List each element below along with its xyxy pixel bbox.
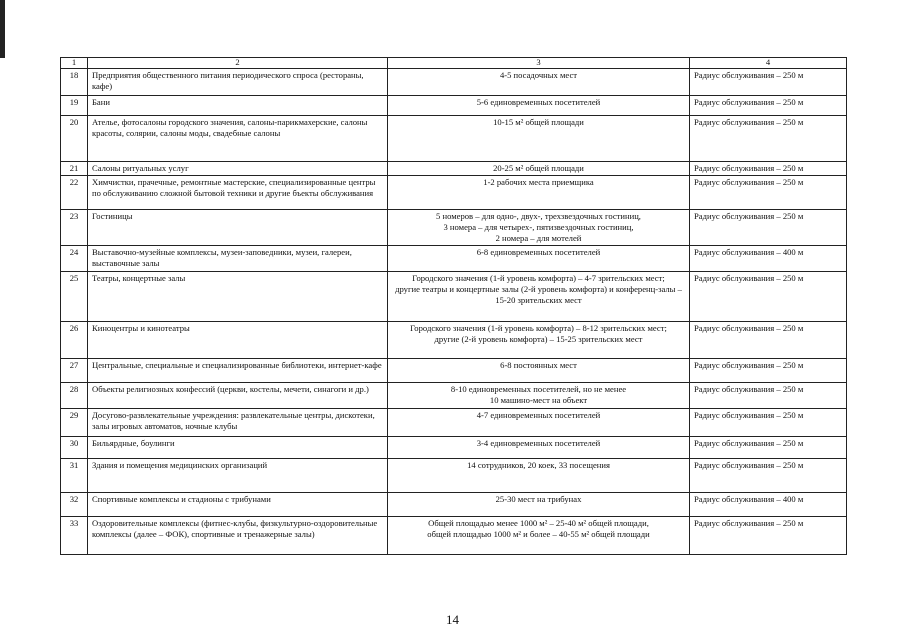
table-row [61,459,847,493]
calculation-indicator [388,69,690,96]
row-number: 33 [61,517,88,555]
indicator-line: 14 сотрудников, 20 коек, 33 посещения [467,460,610,470]
calculation-indicator [388,96,690,116]
table-row [61,437,847,459]
object-name: Объекты религиозных конфессий (церкви, костелы, мечети, синагоги и др.) [88,383,388,409]
indicator-line: 20-25 м² общей площади [493,163,584,173]
row-number: 28 [61,383,88,409]
indicator-line: Общей площадью менее 1000 м² – 25-40 м² общей площади, [428,518,649,528]
calculation-indicator [388,272,690,322]
object-name: Бани [88,96,388,116]
object-name: Бильярдные, боулинги [88,437,388,459]
service-radius: Радиус обслуживания – 250 м [690,437,847,459]
object-name: Оздоровительные комплексы (фитнес-клубы, физкультурно-оздоровительные комплексы (далее – ФОК), спортивные и тренажерные залы) [88,517,388,555]
row-number: 23 [61,210,88,246]
table-row [61,383,847,409]
table-row [61,162,847,176]
service-radius: Радиус обслуживания – 250 м [690,409,847,437]
table-row [61,116,847,162]
binding-mark [0,0,5,58]
header-row [61,58,847,69]
row-number: 22 [61,176,88,210]
calculation-indicator [388,322,690,359]
indicator-line: Городского значения (1-й уровень комфорта) – 4-7 зрительских мест; [412,273,665,283]
object-name: Выставочно-музейные комплексы, музеи-заповедники, музеи, галереи, выставочные залы [88,246,388,272]
header-col-2: 2 [88,58,388,69]
calculation-indicator [388,493,690,517]
table-row [61,409,847,437]
indicator-line: 6-8 постоянных мест [500,360,577,370]
table-row [61,246,847,272]
row-number: 31 [61,459,88,493]
object-name: Предприятия общественного питания периодического спроса (рестораны, кафе) [88,69,388,96]
row-number: 18 [61,69,88,96]
indicator-line: 4-5 посадочных мест [499,70,578,80]
indicator-line: 10-15 м² общей площади [493,117,584,127]
row-number: 21 [61,162,88,176]
service-radius: Радиус обслуживания – 250 м [690,210,847,246]
table-row [61,272,847,322]
indicator-line: 4-7 единовременных посетителей [476,410,601,420]
object-name: Театры, концертные залы [88,272,388,322]
row-number: 30 [61,437,88,459]
object-name: Здания и помещения медицинских организаций [88,459,388,493]
row-number: 26 [61,322,88,359]
object-name: Спортивные комплексы и стадионы с трибунами [88,493,388,517]
service-radius: Радиус обслуживания – 250 м [690,69,847,96]
service-radius: Радиус обслуживания – 400 м [690,493,847,517]
calculation-indicator [388,437,690,459]
calculation-indicator [388,176,690,210]
service-radius: Радиус обслуживания – 250 м [690,359,847,383]
table-row [61,210,847,246]
calculation-indicator [388,409,690,437]
service-radius: Радиус обслуживания – 250 м [690,162,847,176]
indicator-line: 3-4 единовременных посетителей [476,438,601,448]
object-name: Киноцентры и кинотеатры [88,322,388,359]
header-col-4: 4 [690,58,847,69]
table-row [61,517,847,555]
indicator-line: Городского значения (1-й уровень комфорта) – 8-12 зрительских мест; [410,323,667,333]
object-name: Центральные, специальные и специализированные библиотеки, интернет-кафе [88,359,388,383]
row-number: 27 [61,359,88,383]
header-col-3: 3 [388,58,690,69]
page-number: 14 [446,612,459,627]
calculation-indicator [388,162,690,176]
service-radius: Радиус обслуживания – 250 м [690,272,847,322]
object-name: Химчистки, прачечные, ремонтные мастерские, специализированные центры по обслуживанию сложной бытовой техники и другие бъекты обслуживания [88,176,388,210]
indicator-line: 5 номеров – для одно-, двух-, трехзвездочных гостиниц, [436,211,641,221]
calculation-indicator [388,116,690,162]
row-number: 19 [61,96,88,116]
object-name: Салоны ритуальных услуг [88,162,388,176]
calculation-indicator [388,517,690,555]
calculation-indicator [388,459,690,493]
header-col-1: 1 [61,58,88,69]
row-number: 20 [61,116,88,162]
indicator-line: другие театры и концертные залы (2-й уровень комфорта) и конференц-залы – 15-20 зрительских мест [395,284,682,305]
table-row [61,322,847,359]
calculation-indicator [388,210,690,246]
object-name: Ателье, фотосалоны городского значения, салоны-парикмахерские, салоны красоты, солярии, салоны моды, свадебные салоны [88,116,388,162]
service-radius: Радиус обслуживания – 250 м [690,176,847,210]
table-row [61,69,847,96]
indicator-line: 3 номера – для четырех-, пятизвездочных гостиниц, [443,222,634,232]
indicator-line: 2 номера – для мотелей [495,233,582,243]
calculation-indicator [388,246,690,272]
row-number: 29 [61,409,88,437]
service-radius: Радиус обслуживания – 250 м [690,96,847,116]
indicator-line: 25-30 мест на трибунах [495,494,582,504]
calculation-indicator [388,359,690,383]
row-number: 32 [61,493,88,517]
row-number: 25 [61,272,88,322]
table-row [61,359,847,383]
service-radius: Радиус обслуживания – 250 м [690,517,847,555]
service-radius: Радиус обслуживания – 250 м [690,383,847,409]
table-row [61,176,847,210]
service-radius: Радиус обслуживания – 250 м [690,116,847,162]
indicator-line: 8-10 единовременных посетителей, но не менее [450,384,627,394]
table-row [61,96,847,116]
service-radius: Радиус обслуживания – 400 м [690,246,847,272]
table-row [61,493,847,517]
service-radius: Радиус обслуживания – 250 м [690,322,847,359]
indicator-line: другие (2-й уровень комфорта) – 15-25 зрительских мест [434,334,643,344]
calculation-indicator [388,383,690,409]
indicator-line: 5-6 единовременных посетителей [476,97,601,107]
object-name: Досугово-развлекательные учреждения: развлекательные центры, дискотеки, залы игровых автоматов, ночные клубы [88,409,388,437]
row-number: 24 [61,246,88,272]
object-name: Гостиницы [88,210,388,246]
indicator-line: 1-2 рабочих места приемщика [483,177,594,187]
service-radius: Радиус обслуживания – 250 м [690,459,847,493]
indicator-line: общей площадью 1000 м² и более – 40-55 м² общей площади [427,529,650,539]
norms-table [60,57,847,555]
indicator-line: 6-8 единовременных посетителей [476,247,601,257]
indicator-line: 10 машино-мест на объект [489,395,588,405]
